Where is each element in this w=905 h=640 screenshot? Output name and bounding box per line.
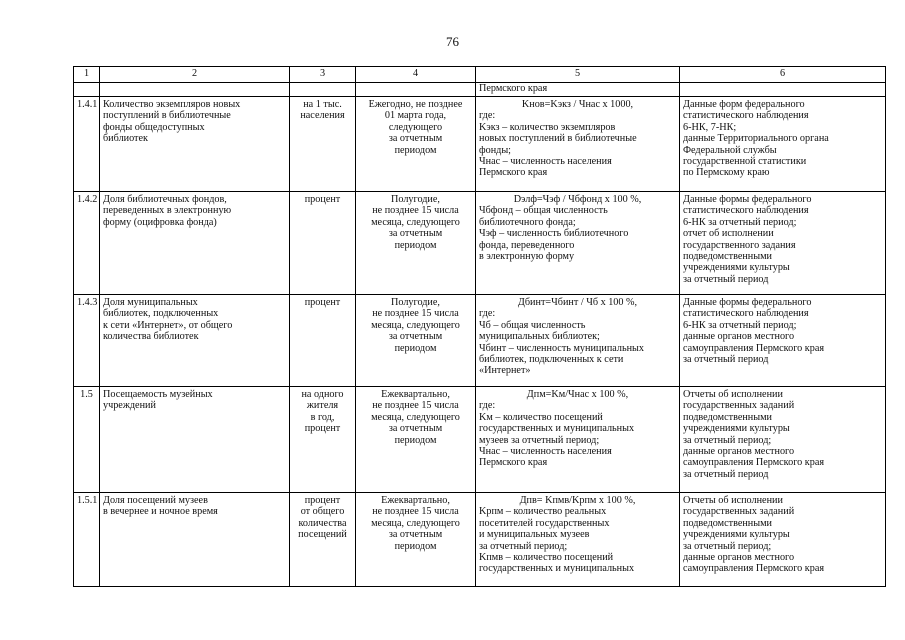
header-cell: 2 (100, 67, 290, 83)
method-text: Kрпм – количество реальных посетителей государственных и муниципальных музеев за отчетный период; Kпмв – количество посещений государственных и муниципальных (479, 506, 635, 575)
unit: процент (290, 192, 356, 295)
period: Ежегодно, не позднее 01 марта года, следующего за отчетным периодом (356, 97, 476, 192)
indicator-name: Доля библиотечных фондов, переведенных в электронную форму (оцифровка фонда) (100, 192, 290, 295)
indicator-name: Доля муниципальных библиотек, подключенных к сети «Интернет», от общего количества библиотек (100, 295, 290, 387)
period: Ежеквартально, не позднее 15 числа месяца, следующего за отчетным периодом (356, 387, 476, 493)
indicator-name: Доля посещений музеев в вечернее и ночное время (100, 493, 290, 587)
continuation-row (74, 83, 886, 97)
unit: процент (290, 295, 356, 387)
formula: Dэлф=Чэф / Чбфонд x 100 %, (513, 194, 642, 205)
source: Отчеты об исполнении государственных заданий подведомственными учреждениями культуры за отчетный период; данные органов местного самоуправления Пермского края за отчетный период (680, 387, 886, 493)
period: Ежеквартально, не позднее 15 числа месяца, следующего за отчетным периодом (356, 493, 476, 587)
method (476, 295, 680, 387)
source: Данные формы федерального статистического наблюдения 6-НК за отчетный период; данные органов местного самоуправления Пермского края за отчетный период (680, 295, 886, 387)
method-text: где: Kм – количество посещений государственных и муниципальных музеев за отчетный период; Чнас – численность населения Пермского края (479, 400, 635, 469)
method (476, 97, 680, 192)
indicator-name: Количество экземпляров новых поступлений в библиотечные фонды общедоступных библиотек (100, 97, 290, 192)
page-number: 76 (446, 34, 459, 49)
table-row (74, 192, 886, 295)
period: Полугодие, не позднее 15 числа месяца, следующего за отчетным периодом (356, 192, 476, 295)
header-row (74, 67, 886, 83)
source: Отчеты об исполнении государственных заданий подведомственными учреждениями культуры за отчетный период; данные органов местного самоуправления Пермского края (680, 493, 886, 587)
header-cell: 3 (290, 67, 356, 83)
row-number: 1.5.1 (74, 493, 100, 587)
unit: процент от общего количества посещений (290, 493, 356, 587)
formula: Kнов=Kэкз / Чнас x 1000, (521, 99, 634, 110)
formula: Дпм=Kм/Чнас x 100 %, (526, 389, 629, 400)
header-cell: 5 (476, 67, 680, 83)
method-text: где: Чб – общая численность муниципальных библиотек; Чбинт – численность муниципальных библиотек, подключенных к сети «Интернет» (479, 308, 645, 377)
period: Полугодие, не позднее 15 числа месяца, следующего за отчетным периодом (356, 295, 476, 387)
row-number: 1.5 (74, 387, 100, 493)
method (476, 387, 680, 493)
source: Данные форм федерального статистического наблюдения 6-НК, 7-НК; данные Территориального органа Федеральной службы государственной статистики по Пермскому краю (680, 97, 886, 192)
row-number: 1.4.2 (74, 192, 100, 295)
indicators-table (73, 66, 886, 587)
formula: Дбинт=Чбинт / Чб x 100 %, (517, 297, 638, 308)
unit: на 1 тыс. населения (290, 97, 356, 192)
indicator-name: Посещаемость музейных учреждений (100, 387, 290, 493)
row-number: 1.4.3 (74, 295, 100, 387)
table-row (74, 295, 886, 387)
method (476, 493, 680, 587)
method (476, 192, 680, 295)
method-text: Чбфонд – общая численность библиотечного фонда; Чэф – численность библиотечного фонда, переведенного в электронную форму (479, 205, 629, 263)
header-cell: 1 (74, 67, 100, 83)
source: Данные формы федерального статистического наблюдения 6-НК за отчетный период; отчет об исполнении государственного задания подведомственными учреждениями культуры за отчетный период (680, 192, 886, 295)
header-cell: 6 (680, 67, 886, 83)
continuation-text: Пермского края (476, 83, 680, 97)
formula: Дпв= Kпмв/Kрпм x 100 %, (519, 495, 636, 506)
row-number: 1.4.1 (74, 97, 100, 192)
method-text: где: Kэкз – количество экземпляров новых поступлений в библиотечные фонды; Чнас – численность населения Пермского края (479, 110, 637, 179)
table-row (74, 97, 886, 192)
table-row (74, 387, 886, 493)
header-cell: 4 (356, 67, 476, 83)
table-row (74, 493, 886, 587)
unit: на одного жителя в год, процент (290, 387, 356, 493)
